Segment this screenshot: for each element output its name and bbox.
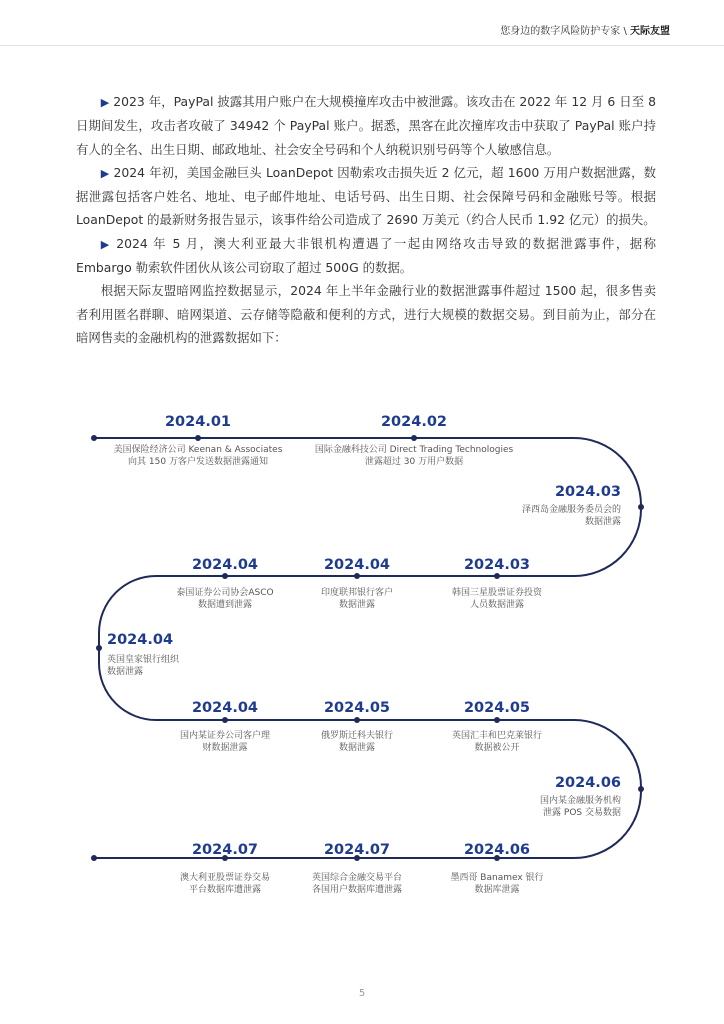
timeline-date: 2024.04: [107, 632, 174, 648]
timeline-description: 国际金融科技公司 Direct Trading Technologies 泄露超过 30 万用户数据: [314, 445, 514, 467]
timeline-description: 泰国证券公司协会ASCO 数据遭到泄露: [176, 588, 274, 610]
timeline-node: [282, 842, 432, 896]
timeline-date: 2024.04: [191, 700, 259, 716]
timeline-date: 2024.03: [554, 484, 621, 500]
page-header: [500, 22, 670, 37]
timeline-node: [422, 842, 572, 896]
paragraph-loandepot: [76, 161, 656, 232]
timeline-date: 2024.05: [463, 700, 531, 716]
timeline-description: 英国综合金融交易平台 各国用户数据库遭泄露: [311, 873, 402, 895]
paragraph-darkweb-summary: [76, 279, 656, 349]
leak-timeline: [0, 400, 724, 920]
header-separator: \: [623, 26, 627, 37]
timeline-node: [98, 414, 298, 468]
timeline-description: 美国保险经济公司 Keenan & Associates 向其 150 万客户发送数据泄露通知: [113, 445, 283, 467]
timeline-node: [471, 775, 621, 819]
timeline-node: [422, 557, 572, 611]
timeline-description: 印度联邦银行客户 数据泄露: [320, 588, 393, 610]
triangle-bullet-icon: ▶: [100, 166, 110, 180]
timeline-node: [150, 557, 300, 611]
paragraph-text: 2023 年，PayPal 披露其用户账户在大规模撞库攻击中被泄露。该攻击在 2022 年 12 月 6 日至 8 日期间发生，攻击者攻破了 34942 个 PayPal 账户。据悉，黑客在此次撞库攻击中获取了 PayPal 账户持有人的全名、出生日期、邮政地址、社会安全号码和个人纳税识别号码等个人敏感信息。: [76, 94, 656, 157]
timeline-description: 国内某证券公司客户理 财数据泄露: [179, 731, 270, 753]
timeline-date: 2024.07: [323, 842, 391, 858]
timeline-dot: [91, 855, 97, 861]
timeline-date: 2024.04: [323, 557, 391, 573]
paragraph-australia: [76, 232, 656, 280]
timeline-date: 2024.06: [463, 842, 531, 858]
triangle-bullet-icon: ▶: [100, 96, 110, 109]
article-body: [76, 90, 656, 349]
paragraph-paypal: [76, 90, 656, 161]
header-divider: [0, 45, 724, 46]
timeline-dot: [638, 504, 644, 510]
header-tagline: 您身边的数字风险防护专家: [500, 26, 621, 37]
timeline-date: 2024.07: [191, 842, 259, 858]
timeline-date: 2024.01: [164, 414, 232, 430]
timeline-description: 墨西哥 Banamex 银行 数据库泄露: [450, 873, 544, 895]
timeline-description: 澳大利亚股票证券交易 平台数据库遭泄露: [179, 873, 270, 895]
timeline-date: 2024.02: [380, 414, 448, 430]
timeline-description: 泽西岛金融服务委员会的 数据泄露: [521, 505, 621, 527]
timeline-node: [294, 414, 534, 468]
timeline-date: 2024.06: [554, 775, 621, 791]
triangle-bullet-icon: ▶: [100, 237, 111, 251]
timeline-description: 英国皇家银行组织 数据泄露: [107, 655, 180, 677]
timeline-node: [282, 700, 432, 754]
timeline-date: 2024.04: [191, 557, 259, 573]
timeline-description: 英国汇丰和巴克莱银行 数据被公开: [451, 731, 542, 753]
page-number: 5: [358, 988, 366, 999]
paragraph-text: 2024 年 5 月，澳大利亚最大非银机构遭遇了一起由网络攻击导致的数据泄露事件，据称 Embargo 勒索软件团伙从该公司窃取了超过 500G 的数据。: [76, 235, 656, 276]
timeline-node: [282, 557, 432, 611]
timeline-description: 俄罗斯迁科夫银行 数据泄露: [320, 731, 393, 753]
header-brand: 天际友盟: [630, 26, 670, 37]
timeline-node: [422, 700, 572, 754]
timeline-node: [471, 484, 621, 528]
timeline-date: 2024.05: [323, 700, 391, 716]
timeline-dot: [96, 645, 102, 651]
timeline-node: [150, 842, 300, 896]
paragraph-text: 根据天际友盟暗网监控数据显示，2024 年上半年金融行业的数据泄露事件超过 1500 起，很多售卖者利用匿名群聊、暗网渠道、云存储等隐蔽和便利的方式，进行大规模的数据交易。到目前为止，部分在暗网售卖的金融机构的泄露数据如下：: [76, 283, 656, 345]
paragraph-text: 2024 年初，美国金融巨头 LoanDepot 因勒索攻击损失近 2 亿元，超 1600 万用户数据泄露，数据泄露包括客户姓名、地址、电子邮件地址、电话号码、出生日期、社会保障号码和金融账号等。根据 LoanDepot 的最新财务报告显示，该事件给公司造成了 2690 万美元（约合人民币 1.92 亿元）的损失。: [76, 164, 656, 228]
timeline-description: 韩国三星股票证券投资 人员数据泄露: [451, 588, 542, 610]
timeline-dot: [638, 786, 644, 792]
timeline-dot: [91, 435, 97, 441]
timeline-description: 国内某金融服务机构 泄露 POS 交易数据: [539, 796, 621, 818]
timeline-node: [107, 632, 247, 678]
timeline-node: [150, 700, 300, 754]
timeline-date: 2024.03: [463, 557, 531, 573]
